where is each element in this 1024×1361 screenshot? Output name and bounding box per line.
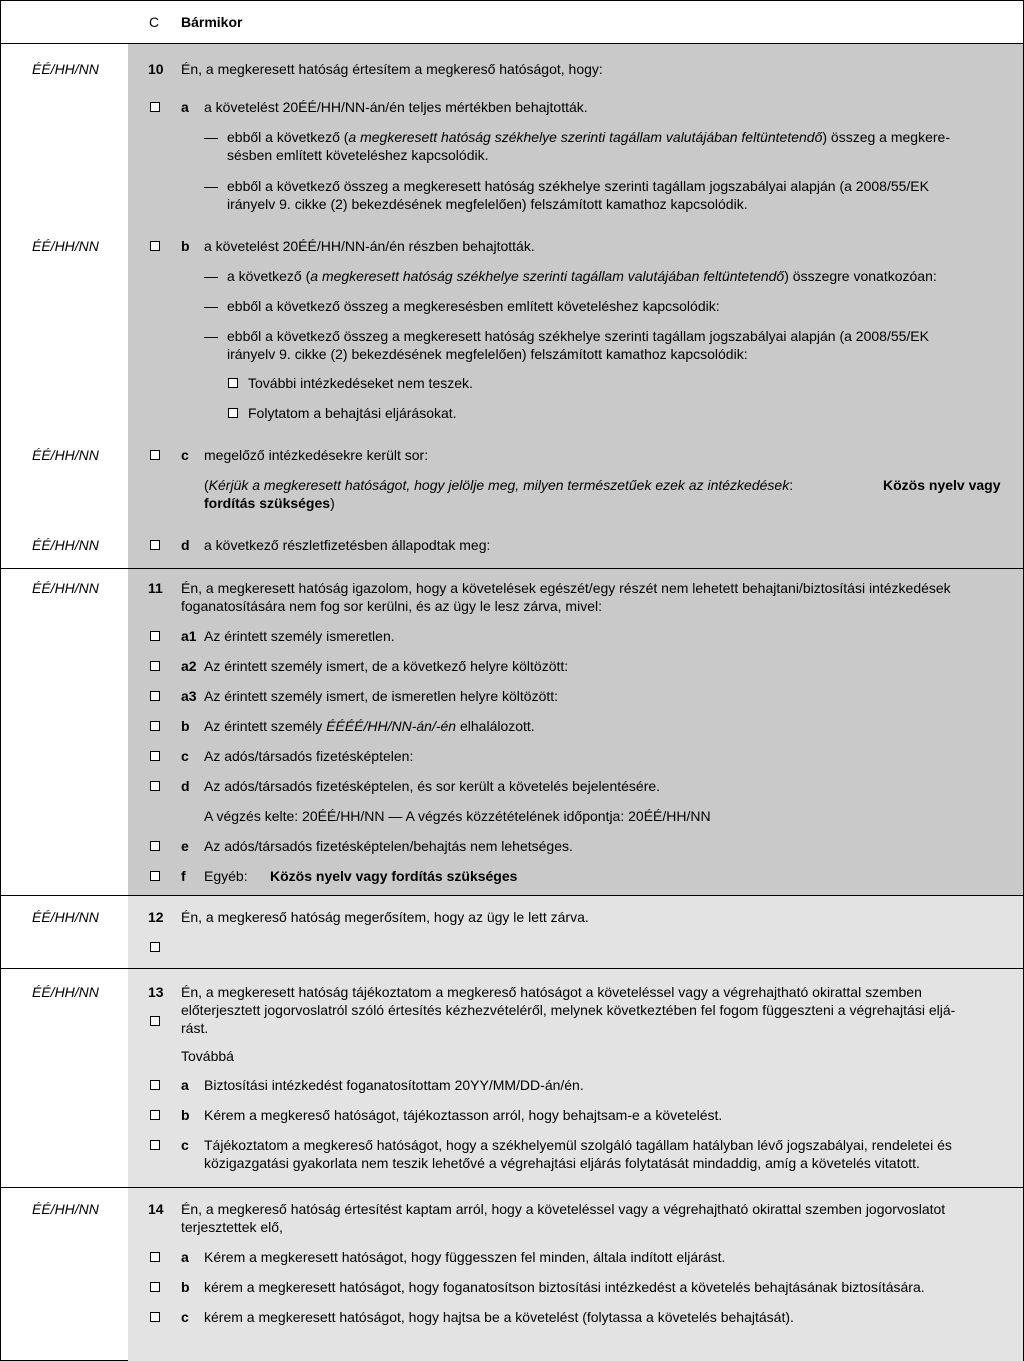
dash-text-pre: a következő ( — [227, 268, 311, 284]
note-text — [204, 477, 793, 493]
item-letter: b — [181, 1279, 190, 1295]
item-letter: b — [181, 1107, 190, 1123]
item-text: Kérem a megkereső hatóságot, tájékoztasson arról, hogy behajtsam-e a követelést. — [204, 1107, 723, 1123]
section-text: Én, a megkeresett hatóság értesítem a megkereső hatóságot, hogy: — [181, 61, 603, 77]
section-12-panel — [128, 896, 1023, 969]
checkbox-10b[interactable] — [150, 241, 160, 251]
dash-text — [227, 268, 937, 284]
option-text: További intézkedéseket nem teszek. — [248, 375, 473, 391]
item-text: Egyéb: — [204, 868, 248, 884]
item-letter: a2 — [181, 658, 197, 674]
date-label: ÉÉ/HH/NN — [32, 238, 99, 254]
item-text: Kérem a megkeresett hatóságot, hogy függesszen fel minden, általa indított eljárást. — [204, 1249, 726, 1265]
item-text: a következő részletfizetésben állapodtak meg: — [204, 537, 491, 553]
item-letter: e — [181, 838, 189, 854]
date-label: ÉÉ/HH/NN — [32, 61, 99, 77]
checkbox-10c[interactable] — [150, 450, 160, 460]
item-letter: b — [181, 718, 190, 734]
item-text — [204, 718, 535, 734]
item-letter: a3 — [181, 688, 197, 704]
section-text-line2: terjesztettek elő, — [181, 1219, 283, 1235]
checkbox-10b-opt1[interactable] — [228, 378, 238, 388]
item-letter: a — [181, 1249, 189, 1265]
dash-text-line2: irányelv 9. cikke (2) bekezdésének megfelelően) felszámított kamathoz kapcsolódik: — [227, 346, 748, 362]
section-header — [1, 1, 1023, 44]
item-text-post: elhalálozott. — [459, 718, 535, 734]
dash: — — [204, 129, 218, 145]
checkbox-11a3[interactable] — [150, 691, 160, 701]
dash-text-pre: ebből a következő ( — [227, 129, 349, 145]
checkbox-10a[interactable] — [150, 102, 160, 112]
section-13 — [1, 968, 1023, 1188]
item-text-bold: Közös nyelv vagy fordítás szükséges — [270, 868, 518, 884]
section-text: Én, a megkereső hatóság értesítést kaptam arról, hogy a követeléssel vagy a végrehajtható okirattal szemben jogorvoslatot — [181, 1201, 946, 1217]
note-italic: Kérjük a megkeresett hatóságot, hogy jelölje meg, milyen természetűek ezek az intézkedések — [208, 477, 790, 493]
item-letter: a — [181, 1077, 189, 1093]
date-label: ÉÉ/HH/NN — [32, 580, 99, 596]
note-post: ) — [330, 495, 335, 511]
header-letter: C — [149, 14, 160, 30]
dash-text-line2: irányelv 9. cikke (2) bekezdésének megfelelően) felszámított kamathoz kapcsolódik. — [227, 196, 748, 212]
note-pre: ( — [204, 477, 209, 493]
section-number: 10 — [148, 61, 164, 77]
note-colon: : — [789, 477, 794, 493]
section-14 — [1, 1187, 1023, 1343]
date-label: ÉÉ/HH/NN — [32, 537, 99, 553]
option-text: Folytatom a behajtási eljárásokat. — [248, 405, 457, 421]
section-text: Én, a megkereső hatóság megerősítem, hogy az ügy le lett zárva. — [181, 909, 589, 925]
dash: — — [204, 178, 218, 194]
item-text: Az érintett személy ismert, de ismeretlen helyre költözött: — [204, 688, 559, 704]
checkbox-11e[interactable] — [150, 841, 160, 851]
item-letter: c — [181, 1137, 189, 1153]
checkbox-13[interactable] — [150, 1016, 160, 1026]
item-letter: a — [181, 99, 189, 115]
dash-text-italic: a megkeresett hatóság székhelye szerinti tagállam valutájában feltüntetendő — [348, 129, 823, 145]
note-bold: Közös nyelv vagy — [883, 477, 1001, 493]
note-bold-line2: fordítás szükséges — [204, 495, 331, 511]
section-text: Én, a megkeresett hatóság igazolom, hogy a követelések egészét/egy részét nem lehetett behajtani/biztosítási intézkedések — [181, 580, 951, 596]
item-text: Tájékoztatom a megkereső hatóságot, hogy a székhelyemül szolgáló tagállam hatályban lévő jogszabályai, rendeletei és — [204, 1137, 952, 1153]
dash-text: ebből a következő összeg a megkeresett hatóság székhelye szerinti tagállam jogszabályai alapján (a 2008/55/EK — [227, 178, 929, 194]
item-text: Az adós/társadós fizetésképtelen: — [204, 748, 414, 764]
checkbox-13a[interactable] — [150, 1080, 160, 1090]
decision-dates: A végzés kelte: 20ÉÉ/HH/NN — A végzés közzétételének időpontja: 20ÉÉ/HH/NN — [204, 808, 711, 824]
date-label: ÉÉ/HH/NN — [32, 1201, 99, 1217]
item-letter: f — [181, 868, 186, 884]
dash: — — [204, 298, 218, 314]
item-text: a követelést 20ÉÉ/HH/NN-án/én teljes mértékben behajtották. — [204, 99, 588, 115]
checkbox-11f[interactable] — [150, 871, 160, 881]
section-text-line3: rást. — [181, 1020, 209, 1036]
item-text: kérem a megkeresett hatóságot, hogy hajtsa be a követelést (folytassa a követelés behajtását). — [204, 1309, 794, 1325]
item-text: Biztosítási intézkedést foganatosítottam 20YY/MM/DD-án/én. — [204, 1077, 584, 1093]
checkbox-14c[interactable] — [150, 1312, 160, 1322]
checkbox-11c[interactable] — [150, 751, 160, 761]
section-text: Én, a megkeresett hatóság tájékoztatom a megkereső hatóságot a követeléssel vagy a végrehajtható okirattal szemben — [181, 984, 922, 1000]
dash-text — [227, 129, 950, 145]
section-number: 14 — [148, 1201, 164, 1217]
date-label: ÉÉ/HH/NN — [32, 909, 99, 925]
item-text: Az érintett személy ismeretlen. — [204, 628, 395, 644]
item-text: megelőző intézkedésekre került sor: — [204, 447, 429, 463]
dash-text: ebből a következő összeg a megkeresett hatóság székhelye szerinti tagállam jogszabályai alapján (a 2008/55/EK — [227, 328, 929, 344]
section-12 — [1, 895, 1023, 969]
dash: — — [204, 268, 218, 284]
checkbox-14a[interactable] — [150, 1252, 160, 1262]
item-text-line2: közigazgatási gyakorlata nem teszik lehetővé a végrehajtási eljárás folytatását mindaddig, amíg a követelés vitatott. — [204, 1155, 920, 1171]
item-text: kérem a megkeresett hatóságot, hogy foganatosítson biztosítási intézkedést a követelés behajtásának biztosítására. — [204, 1279, 925, 1295]
section-11 — [1, 568, 1023, 896]
section-text-line2: foganatosítására nem fog sor kerülni, és az ügy le lesz zárva, mivel: — [181, 598, 602, 614]
date-label: ÉÉ/HH/NN — [32, 447, 99, 463]
dash-text-post: ) összegre vonatkozóan: — [784, 268, 937, 284]
checkbox-13b[interactable] — [150, 1110, 160, 1120]
checkbox-12[interactable] — [150, 942, 160, 952]
item-letter: a1 — [181, 628, 197, 644]
dash: — — [204, 328, 218, 344]
item-letter: b — [181, 238, 190, 254]
dash-text-post: ) összeg a megkere- — [822, 129, 950, 145]
item-letter: d — [181, 778, 190, 794]
checkbox-10b-opt2[interactable] — [228, 408, 238, 418]
item-letter: c — [181, 1309, 189, 1325]
section-number: 11 — [148, 580, 163, 596]
item-text: Az érintett személy ismert, de a következő helyre költözött: — [204, 658, 569, 674]
item-text: Az adós/társadós fizetésképtelen/behajtás nem lehetséges. — [204, 838, 573, 854]
item-letter: c — [181, 447, 189, 463]
item-letter: d — [181, 537, 190, 553]
item-letter: c — [181, 748, 189, 764]
item-text-italic: ÉÉÉÉ/HH/NN-án/-én — [326, 718, 457, 734]
checkbox-11d[interactable] — [150, 781, 160, 791]
item-text: a követelést 20ÉÉ/HH/NN-án/én részben behajtották. — [204, 238, 535, 254]
item-text-pre: Az érintett személy — [204, 718, 323, 734]
dash-text-line2: sésben említett követeléshez kapcsolódik. — [227, 147, 489, 163]
date-label: ÉÉ/HH/NN — [32, 984, 99, 1000]
checkbox-10d[interactable] — [150, 540, 160, 550]
section-number: 13 — [148, 984, 164, 1000]
dash-text-italic: a megkeresett hatóság székhelye szerinti tagállam valutájában feltüntetendő — [310, 268, 785, 284]
section-number: 12 — [148, 909, 164, 925]
checkbox-11b[interactable] — [150, 721, 160, 731]
section-text-line2: előterjesztett jogorvoslatról szóló értesítés kézhezvételéről, melynek következtében fel fogom függeszteni a végrehajtási eljá- — [181, 1002, 956, 1018]
checkbox-13c[interactable] — [150, 1140, 160, 1150]
item-text: Az adós/társadós fizetésképtelen, és sor került a követelés bejelentésére. — [204, 778, 661, 794]
section-10 — [1, 43, 1023, 569]
header-title: Bármikor — [181, 14, 243, 30]
checkbox-14b[interactable] — [150, 1282, 160, 1292]
checkbox-11a1[interactable] — [150, 631, 160, 641]
tovabba-label: Továbbá — [181, 1048, 234, 1064]
note-line2 — [204, 495, 335, 511]
checkbox-11a2[interactable] — [150, 661, 160, 671]
dash-text: ebből a következő összeg a megkeresésben említett követeléshez kapcsolódik: — [227, 298, 720, 314]
